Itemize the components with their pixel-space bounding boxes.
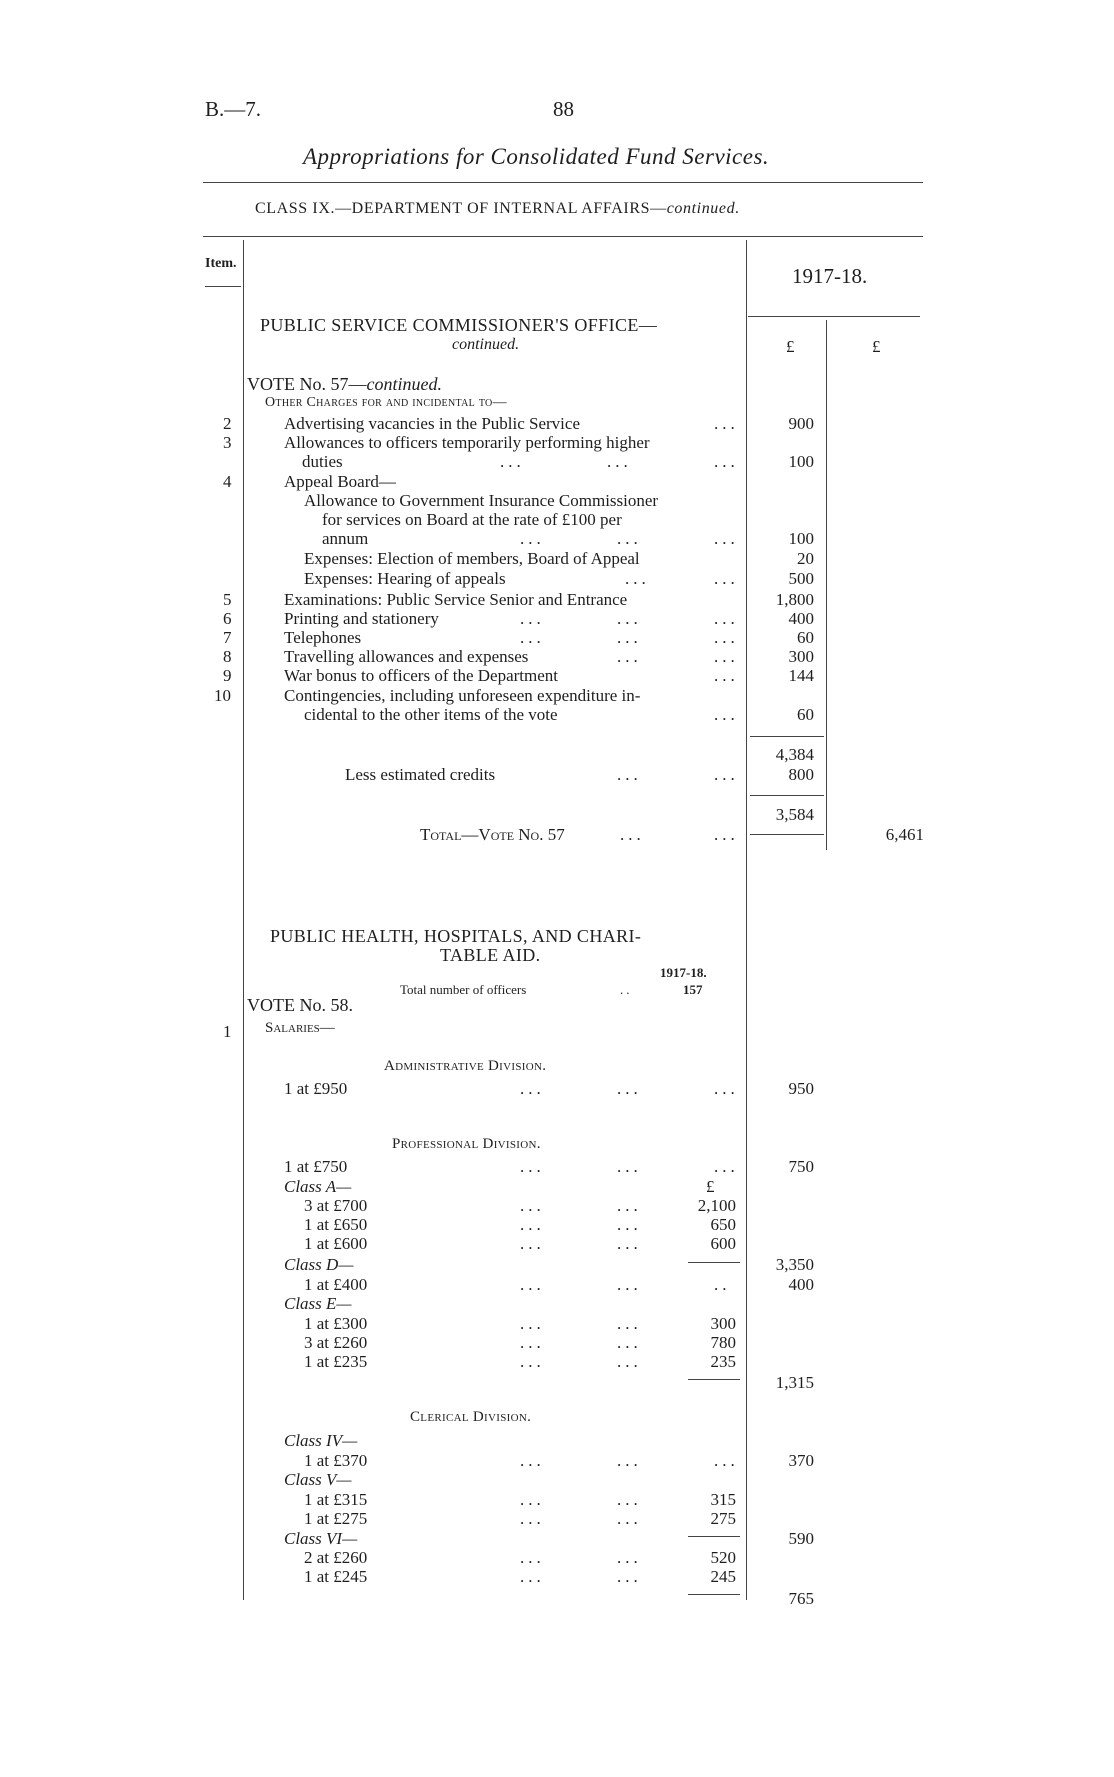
salary-row-amount: 315: [710, 1490, 736, 1509]
class-a-label: Class A—: [284, 1177, 352, 1196]
leader-dots: ...: [520, 1567, 545, 1586]
clerical-division-heading: Clerical Division.: [410, 1409, 532, 1425]
class-v-label: Class V—: [284, 1470, 352, 1489]
leader-dots: ...: [617, 1157, 642, 1176]
health-year-label: 1917-18.: [660, 965, 707, 980]
leader-dots: ...: [714, 765, 739, 784]
class-v-total: 590: [788, 1529, 814, 1548]
item-description: War bonus to officers of the Department: [284, 666, 559, 685]
item-description: Allowance to Government Insurance Commissioner: [304, 491, 659, 510]
document-reference: B.—7.: [205, 97, 262, 121]
salary-row-amount: 275: [710, 1509, 736, 1528]
leader-dots: ...: [625, 569, 650, 588]
salary-row-label: 1 at £275: [304, 1509, 368, 1528]
item-number: 10: [214, 686, 231, 705]
item-number: 3: [223, 433, 232, 452]
class-a-pound-sign: £: [706, 1177, 715, 1196]
item-description: annum: [322, 529, 369, 548]
item-description: Printing and stationery: [284, 609, 439, 628]
pound-column-1: £: [786, 337, 795, 356]
item-amount: 60: [797, 705, 814, 724]
item-description: Advertising vacancies in the Public Service: [284, 414, 580, 433]
class-d-label: Class D—: [284, 1255, 354, 1274]
salary-row-label: 1 at £245: [304, 1567, 368, 1586]
leader-dots: ...: [617, 1567, 642, 1586]
amount-column-rule-1: [746, 240, 747, 1600]
leader-dots: ...: [714, 1157, 739, 1176]
item-description: Telephones: [284, 628, 362, 647]
leader-dots: ...: [714, 1451, 739, 1470]
class-e-rule: [688, 1379, 740, 1380]
leader-dots: ...: [617, 529, 642, 548]
leader-dots: ...: [520, 1548, 545, 1567]
leader-dots: ...: [520, 1157, 545, 1176]
class-heading: [255, 200, 740, 218]
total-vote-57-amount: 6,461: [885, 825, 924, 844]
page-title: Appropriations for Consolidated Fund Services.: [303, 144, 770, 169]
salary-row-amount: 520: [710, 1548, 736, 1567]
item-number: 6: [223, 609, 232, 628]
vote-57-continued: continued.: [366, 374, 442, 394]
item-amount: 400: [788, 609, 814, 628]
other-charges-label: Other Charges for and incidental to—: [265, 395, 507, 410]
item-description: cidental to the other items of the vote: [304, 705, 558, 724]
leader-dots: ...: [520, 1215, 545, 1234]
item-amount: 60: [797, 628, 814, 647]
class-heading-continued: continued.: [666, 200, 740, 217]
leader-dots: ...: [617, 609, 642, 628]
total-rule: [750, 834, 824, 835]
leader-dots: ...: [714, 414, 739, 433]
item-number: 5: [223, 590, 232, 609]
leader-dots: ...: [714, 705, 739, 724]
leader-dots: ...: [714, 609, 739, 628]
officers-count-value: 157: [683, 982, 703, 997]
subtotal-rule: [750, 736, 824, 737]
item-description: Expenses: Hearing of appeals: [304, 569, 506, 588]
item-amount: 900: [788, 414, 814, 433]
class-vi-rule: [688, 1594, 740, 1595]
leader-dots: ...: [520, 1079, 545, 1098]
leader-dots: ...: [617, 1509, 642, 1528]
item-column-header: Item.: [205, 256, 237, 271]
item-header-underline: [205, 286, 241, 287]
leader-dots: ...: [617, 1275, 642, 1294]
leader-dots: ...: [520, 1509, 545, 1528]
leader-dots: ...: [617, 1352, 642, 1371]
administrative-division-heading: Administrative Division.: [384, 1058, 547, 1074]
leader-dots: ...: [520, 1333, 545, 1352]
leader-dots: ...: [520, 628, 545, 647]
leader-dots: ...: [617, 647, 642, 666]
salary-row-amount: 600: [710, 1234, 736, 1253]
item-description: Travelling allowances and expenses: [284, 647, 529, 666]
leader-dots: ..: [714, 1275, 731, 1294]
leader-dots: ...: [714, 825, 739, 844]
salary-row-label: 3 at £700: [304, 1196, 368, 1215]
salary-row-amount: 750: [788, 1157, 814, 1176]
salary-row-amount: 2,100: [697, 1196, 736, 1215]
class-e-label: Class E—: [284, 1294, 352, 1313]
salary-row-amount: 235: [710, 1352, 736, 1371]
item-description: Expenses: Election of members, Board of Appeal: [304, 549, 640, 568]
net-rule: [750, 795, 824, 796]
leader-dots: ...: [617, 1451, 642, 1470]
leader-dots: ...: [520, 1196, 545, 1215]
leader-dots: ...: [520, 1352, 545, 1371]
leader-dots: ...: [617, 1333, 642, 1352]
item-amount: 1,800: [775, 590, 814, 609]
salaries-label: Salaries—: [265, 1020, 335, 1036]
item-amount: 20: [797, 549, 814, 568]
class-vi-total: 765: [788, 1589, 814, 1608]
leader-dots: ...: [617, 1490, 642, 1509]
year-header-rule: [748, 316, 920, 317]
item-description: for services on Board at the rate of £100 per: [322, 510, 622, 529]
less-credits-amount: 800: [788, 765, 814, 784]
item-description: duties: [302, 452, 343, 471]
less-credits-label: Less estimated credits: [345, 765, 496, 784]
vote-58-label: VOTE No. 58.: [247, 995, 353, 1015]
leader-dots: ...: [617, 1314, 642, 1333]
subtotal-amount: 4,384: [775, 745, 814, 764]
class-a-total: 3,350: [775, 1255, 814, 1274]
salary-row-amount: 780: [710, 1333, 736, 1352]
leader-dots: ...: [617, 1079, 642, 1098]
item-number: 1: [223, 1022, 232, 1041]
item-amount: 144: [788, 666, 814, 685]
item-amount: 100: [788, 529, 814, 548]
leader-dots: ...: [714, 452, 739, 471]
psc-heading: PUBLIC SERVICE COMMISSIONER'S OFFICE—: [260, 315, 658, 335]
item-description: Contingencies, including unforeseen expenditure in-: [284, 686, 641, 705]
item-amount: 300: [788, 647, 814, 666]
item-description: Appeal Board—: [284, 472, 396, 491]
leader-dots: ...: [714, 569, 739, 588]
item-number: 8: [223, 647, 232, 666]
leader-dots: ...: [714, 529, 739, 548]
leader-dots: ...: [520, 609, 545, 628]
class-v-rule: [688, 1536, 740, 1537]
vote-57-text: VOTE No. 57—: [247, 374, 367, 394]
item-amount: 100: [788, 452, 814, 471]
leader-dots: ...: [620, 825, 645, 844]
leader-dots: ...: [520, 1275, 545, 1294]
item-description: Examinations: Public Service Senior and Entrance: [284, 590, 628, 609]
salary-row-label: 1 at £750: [284, 1157, 348, 1176]
class-a-rule: [688, 1262, 740, 1263]
net-amount: 3,584: [775, 805, 814, 824]
page-number: 88: [553, 97, 574, 121]
leader-dots: ...: [520, 1234, 545, 1253]
pound-column-2: £: [872, 337, 881, 356]
leader-dots: ...: [714, 628, 739, 647]
class-vi-label: Class VI—: [284, 1529, 358, 1548]
total-vote-57-label: Total—Vote No. 57: [420, 825, 565, 844]
professional-division-heading: Professional Division.: [392, 1136, 541, 1152]
leader-dots: ...: [714, 647, 739, 666]
class-heading-text: CLASS IX.—DEPARTMENT OF INTERNAL AFFAIRS—: [255, 200, 667, 217]
leader-dots: ...: [520, 1490, 545, 1509]
amount-column-rule-2: [826, 320, 827, 850]
class-e-total: 1,315: [775, 1373, 814, 1392]
salary-row-amount: 650: [710, 1215, 736, 1234]
health-heading-line2: TABLE AID.: [440, 945, 541, 965]
leader-dots: ...: [520, 1314, 545, 1333]
leader-dots: ...: [500, 452, 525, 471]
salary-row-label: 1 at £600: [304, 1234, 368, 1253]
leader-dots: ...: [617, 765, 642, 784]
leader-dots: ..: [620, 982, 633, 997]
item-description: Allowances to officers temporarily performing higher: [284, 433, 650, 452]
salary-row-label: 1 at £235: [304, 1352, 368, 1371]
salary-row-label: 1 at £300: [304, 1314, 368, 1333]
salary-row-label: 1 at £650: [304, 1215, 368, 1234]
leader-dots: ...: [617, 628, 642, 647]
leader-dots: ...: [520, 529, 545, 548]
leader-dots: ...: [714, 1079, 739, 1098]
item-number: 4: [223, 472, 232, 491]
salary-row-label: 1 at £370: [304, 1451, 368, 1470]
leader-dots: ...: [617, 1234, 642, 1253]
salary-row-label: 1 at £950: [284, 1079, 348, 1098]
class-iv-label: Class IV—: [284, 1431, 358, 1450]
leader-dots: ...: [617, 1196, 642, 1215]
leader-dots: ...: [520, 1451, 545, 1470]
item-number: 9: [223, 666, 232, 685]
salary-row-amount: 245: [710, 1567, 736, 1586]
salary-row-amount: 950: [788, 1079, 814, 1098]
title-rule: [203, 182, 923, 183]
salary-row-label: 2 at £260: [304, 1548, 368, 1567]
salary-row-label: 1 at £400: [304, 1275, 368, 1294]
leader-dots: ...: [714, 666, 739, 685]
header-rule: [203, 236, 923, 237]
leader-dots: ...: [607, 452, 632, 471]
vote-57-label: [247, 375, 442, 394]
salary-row-label: 1 at £315: [304, 1490, 368, 1509]
item-amount: 500: [788, 569, 814, 588]
salary-row-label: 3 at £260: [304, 1333, 368, 1352]
salary-row-amount: 370: [788, 1451, 814, 1470]
salary-row-amount: 400: [788, 1275, 814, 1294]
leader-dots: ...: [617, 1548, 642, 1567]
leader-dots: ...: [617, 1215, 642, 1234]
officers-count-label: Total number of officers: [400, 982, 527, 997]
health-heading-line1: PUBLIC HEALTH, HOSPITALS, AND CHARI-: [270, 926, 642, 946]
year-column-header: 1917-18.: [792, 264, 868, 288]
item-column-rule: [243, 240, 244, 1600]
psc-heading-continued: continued.: [452, 336, 520, 353]
item-number: 2: [223, 414, 232, 433]
item-number: 7: [223, 628, 232, 647]
salary-row-amount: 300: [710, 1314, 736, 1333]
